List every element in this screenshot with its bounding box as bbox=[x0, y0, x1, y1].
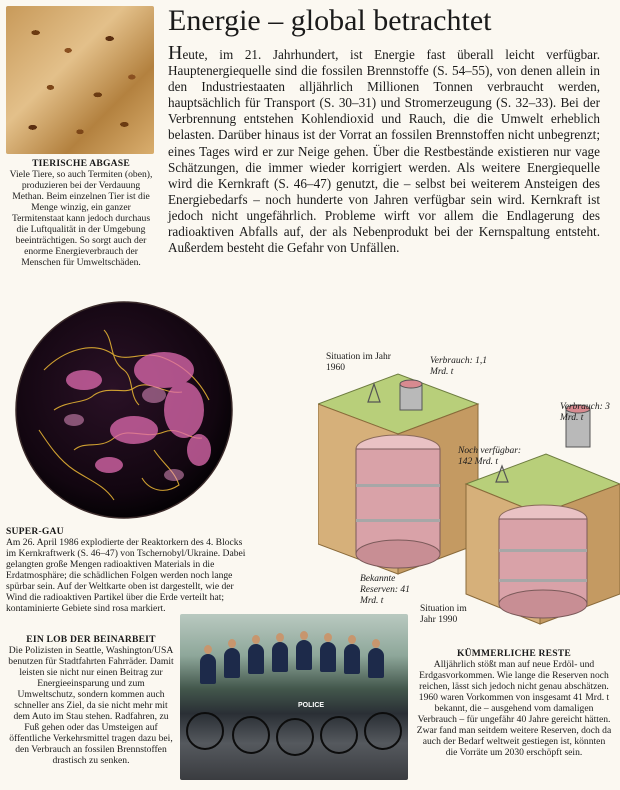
officer bbox=[368, 648, 384, 678]
police-caption bbox=[8, 634, 174, 766]
termites-caption-heading: TIERISCHE ABGASE bbox=[32, 158, 130, 169]
bike-wheel bbox=[232, 716, 270, 754]
termites-caption bbox=[8, 158, 154, 268]
police-caption-heading: EIN LOB DER BEINARBEIT bbox=[26, 634, 156, 645]
block-1990 bbox=[466, 405, 620, 624]
officer bbox=[344, 644, 360, 674]
supergau-caption-heading: SUPER-GAU bbox=[6, 526, 64, 537]
officer bbox=[200, 654, 216, 684]
intro-dropcap: H bbox=[168, 42, 183, 64]
reserves-caption-heading: KÜMMERLICHE RESTE bbox=[456, 648, 571, 659]
label-verbrauch-1990: Verbrauch: 3 Mrd. t bbox=[560, 402, 610, 423]
label-situation-1990: Situation im Jahr 1990 bbox=[420, 604, 467, 625]
bike-wheel bbox=[364, 712, 402, 750]
termites-photo bbox=[6, 6, 154, 154]
termites-caption-text: Viele Tiere, so auch Termiten (oben), produzieren bei der Verdauung Methan. Beim einzelnen Tier ist die Menge winzig, ein ganzer Termitenstaat kann jedoch durchaus die Luftqualität in der Umgebung beeinträchtigen. So sorgt auch der enorme Energieverbrauch der Menschen für Umweltschäden. bbox=[9, 169, 153, 268]
label-bekannte-reserven: Bekannte Reserven: 41 Mrd. t bbox=[360, 574, 410, 606]
police-caption-text: Die Polizisten in Seattle, Washington/USA benutzen für Stadtfahrten Fahrräder. Damit leisten sie nicht nur einen Beitrag zur Energieeinsparung und zum Umweltschutz, sondern kommen auch schneller ans Ziel, da sie nicht mehr mit dem Auto im Stau stehen. Radfahren, zu Fuß gehen oder das Umsteigen auf öffentliche Verkehrsmittel tragen dazu bei, den Verbrauch an fossilen Brennstoffen drastisch zu senken. bbox=[8, 645, 174, 766]
intro-paragraph bbox=[168, 42, 600, 256]
supergau-caption bbox=[6, 526, 254, 614]
bike-wheel bbox=[320, 716, 358, 754]
reserves-caption bbox=[416, 648, 612, 758]
label-noch-verfuegbar: Noch verfügbar: 142 Mrd. t bbox=[458, 446, 522, 467]
block-1960 bbox=[318, 374, 478, 574]
police-bicycles-photo bbox=[180, 614, 408, 780]
bike-wheel bbox=[186, 712, 224, 750]
reserves-caption-text: Alljährlich stößt man auf neue Erdöl- und Erdgasvorkommen. Wie lange die Reserven noch reichen, lässt sich jedoch nicht genau abschätzen. 1960 waren Vorkommen von insgesamt 41 Mrd. t bekannt, die – ausgehend vom damaligen Verbrauch – für ungefähr 40 Jahre gereicht hätten. Zwar fand man seitdem weitere Reserven, doch da auch der Bedarf weltweit gestiegen ist, könnten die Vorräte um 2030 erschöpft sein. bbox=[416, 659, 612, 758]
label-situation-1960: Situation im Jahr 1960 bbox=[326, 352, 391, 373]
label-verbrauch-1960: Verbrauch: 1,1 Mrd. t bbox=[430, 356, 487, 377]
officer bbox=[224, 648, 240, 678]
officer bbox=[248, 644, 264, 674]
police-vest-label: POLICE bbox=[298, 702, 325, 709]
page-title: Energie – global betrachtet bbox=[168, 4, 492, 37]
supergau-caption-text: Am 26. April 1986 explodierte der Reaktorkern des 4. Blocks im Kernkraftwerk (S. 46–47) von Tschernobyl/Ukraine. Dabei gelangten große Mengen radioaktiven Materials in die Erdatmosphäre; die schädlichen Folgen werden noch lange spürbar sein. Auf der Weltkarte oben ist dargestellt, wie der Wind die radioaktiven Partikel über die Erde verteilt hat; kontaminierte Gebiete sind rosa markiert. bbox=[6, 537, 246, 614]
officer bbox=[296, 640, 312, 670]
intro-text: eute, im 21. Jahrhundert, ist Energie fast überall leicht verfügbar. Hauptenergiequelle sind die fossilen Brennstoffe (S. 54–55), von denen allein in den Industriestaaten alljährlich Millionen Tonnen verbraucht werden, hauptsächlich für Transport (S. 30–31) und Stromerzeugung (S. 32–33). Bei der Verbrennung entstehen Kohlendioxid und Rauch, die die Umwelt erheblich belasten. Darüber hinaus ist der Vorrat an fossilen Brennstoffen nicht unbegrenzt; eines Tages wird er zur Neige gehen. Über die Restbestände existieren nur vage Schätzungen, die immer wieder korrigiert werden. Als weitere Energiequelle wird die Kernkraft (S. 46–47) genutzt, die – selbst bei weiterem Ansteigen des Energiebedarfs – noch hunderte von Jahren verfügbar sein wird. Kernkraft ist jedoch nicht ungefährlich. Probleme wirft vor allem die Endlagerung des radioaktiven Abfalls auf, der als Nebenprodukt bei der Kernspaltung entsteht. Außerdem besteht die Gefahr von Unfällen. bbox=[168, 47, 600, 256]
bike-wheel bbox=[276, 718, 314, 756]
chernobyl-globe-map bbox=[14, 300, 234, 520]
officer bbox=[272, 642, 288, 672]
officer bbox=[320, 642, 336, 672]
